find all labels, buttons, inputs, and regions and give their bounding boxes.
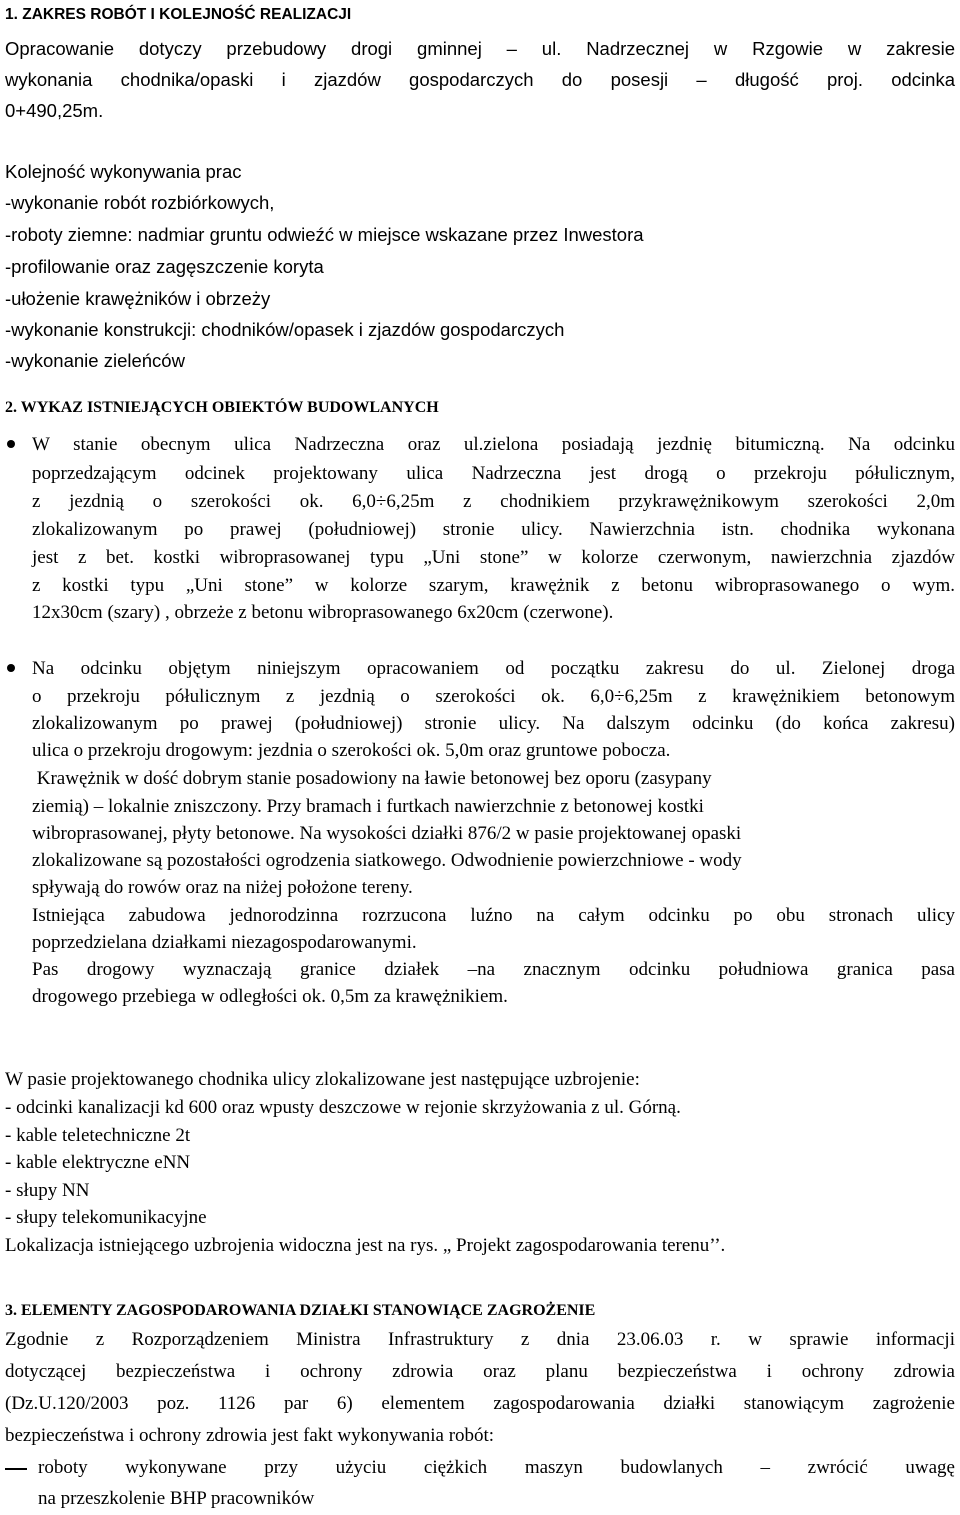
paragraph-line: Krawężnik w dość dobrym stanie posadowiony na ławie betonowej bez oporu (zasypany bbox=[32, 768, 712, 789]
utility-item: - kable teletechniczne 2t bbox=[5, 1125, 191, 1146]
paragraph-line: Pas drogowy wyznaczają granice działek –na znacznym odcinku południowa granica pasa bbox=[32, 959, 955, 980]
paragraph-line: poprzedzającym odcinek projektowany ulica Nadrzeczna jest drogą o przekroju półulicznym, bbox=[32, 463, 955, 484]
paragraph-line: zlokalizowanym po prawej (południowej) stronie ulicy. Na dalszym odcinku (do końca zakresu) bbox=[32, 713, 955, 734]
section-1-heading: 1. ZAKRES ROBÓT I KOLEJNOŚĆ REALIZACJI bbox=[5, 6, 352, 23]
paragraph-line: dotyczącej bezpieczeństwa i ochrony zdrowia oraz planu bezpieczeństwa i ochrony zdrowia bbox=[5, 1361, 955, 1382]
paragraph-line: z jezdnią o szerokości ok. 6,0÷6,25m z chodnikiem przykrawężnikowym szerokości 2,0m bbox=[32, 491, 955, 512]
paragraph-line: Zgodnie z Rozporządzeniem Ministra Infrastruktury z dnia 23.06.03 r. w sprawie informacji bbox=[5, 1329, 955, 1350]
paragraph-line: jest z bet. kostki wibroprasowanej typu „Uni stone” w kolorze czerwonym, nawierzchnia zjazdów bbox=[32, 547, 955, 568]
section-2-heading: 2. WYKAZ ISTNIEJĄCYCH OBIEKTÓW BUDOWLANYCH bbox=[5, 399, 439, 416]
intro-line: wykonania chodnika/opaski i zjazdów gospodarczych do posesji – długość proj. odcinka bbox=[5, 69, 955, 90]
paragraph-line: wibroprasowanej, płyty betonowe. Na wysokości działki 876/2 w pasie projektowanej opaski bbox=[32, 823, 742, 844]
paragraph-line: na przeszkolenie BHP pracowników bbox=[38, 1488, 315, 1509]
utility-item: - odcinki kanalizacji kd 600 oraz wpusty deszczowe w rejonie skrzyżowania z ul. Górną. bbox=[5, 1097, 681, 1118]
location-note: Lokalizacja istniejącego uzbrojenia widoczna jest na rys. „ Projekt zagospodarowania terenu’’. bbox=[5, 1235, 726, 1256]
paragraph-line: (Dz.U.120/2003 poz. 1126 par 6) elementem zagospodarowania działki stanowiącym zagrożenie bbox=[5, 1393, 955, 1414]
paragraph-line: spływają do rowów oraz na niżej położone tereny. bbox=[32, 877, 413, 898]
paragraph-line: z kostki typu „Uni stone” w kolorze szarym, krawężnik z betonu wibroprasowanego o wym. bbox=[32, 575, 955, 596]
paragraph-line: o przekroju półulicznym z jezdnią o szerokości ok. 6,0÷6,25m z krawężnikiem betonowym bbox=[32, 686, 955, 707]
work-order-title: Kolejność wykonywania prac bbox=[5, 161, 242, 182]
utility-item: - kable elektryczne eNN bbox=[5, 1152, 191, 1173]
utility-item: - słupy NN bbox=[5, 1180, 90, 1201]
paragraph-line: bezpieczeństwa i ochrony zdrowia jest fakt wykonywania robót: bbox=[5, 1425, 495, 1446]
bullet-icon bbox=[7, 664, 15, 672]
utility-item: - słupy telekomunikacyjne bbox=[5, 1207, 207, 1228]
work-order-item: -wykonanie zieleńców bbox=[5, 350, 185, 371]
paragraph-line: roboty wykonywane przy użyciu ciężkich maszyn budowlanych – zwrócić uwagę bbox=[38, 1457, 955, 1478]
work-order-item: -roboty ziemne: nadmiar gruntu odwieźć w miejsce wskazane przez Inwestora bbox=[5, 224, 644, 245]
paragraph-line: Istniejąca zabudowa jednorodzinna rozrzucona luźno na całym odcinku po obu stronach ulicy bbox=[32, 905, 955, 926]
section-3-heading: 3. ELEMENTY ZAGOSPODAROWANIA DZIAŁKI STANOWIĄCE ZAGROŻENIE bbox=[5, 1302, 596, 1319]
paragraph-line: drogowego przebiega w odległości ok. 0,5m za krawężnikiem. bbox=[32, 986, 508, 1007]
work-order-item: -profilowanie oraz zagęszczenie koryta bbox=[5, 256, 324, 277]
work-order-item: -wykonanie konstrukcji: chodników/opasek i zjazdów gospodarczych bbox=[5, 319, 565, 340]
paragraph-line: Na odcinku objętym niniejszym opracowaniem od początku zakresu do ul. Zielonej droga bbox=[32, 658, 955, 679]
paragraph-line: W stanie obecnym ulica Nadrzeczna oraz ul.zielona posiadają jezdnię bitumiczną. Na odcinku bbox=[32, 434, 955, 455]
paragraph-line: ulica o przekroju drogowym: jezdnia o szerokości ok. 5,0m oraz gruntowe pobocza. bbox=[32, 740, 671, 761]
work-order-item: -ułożenie krawężników i obrzeży bbox=[5, 288, 271, 309]
dash-bullet-icon bbox=[5, 1468, 27, 1470]
intro-line: Opracowanie dotyczy przebudowy drogi gminnej – ul. Nadrzecznej w Rzgowie w zakresie bbox=[5, 38, 955, 59]
paragraph-line: poprzedzielana działkami niezagospodarowanymi. bbox=[32, 932, 417, 953]
bullet-icon bbox=[7, 440, 15, 448]
paragraph-line: zlokalizowane są pozostałości ogrodzenia siatkowego. Odwodnienie powierzchniowe - wody bbox=[32, 850, 742, 871]
paragraph-line: ziemią) – lokalnie zniszczony. Przy bramach i furtkach nawierzchnie z betonowej kostki bbox=[32, 796, 704, 817]
utilities-title: W pasie projektowanego chodnika ulicy zlokalizowane jest następujące uzbrojenie: bbox=[5, 1069, 640, 1090]
paragraph-line: 12x30cm (szary) , obrzeże z betonu wibroprasowanego 6x20cm (czerwone). bbox=[32, 602, 614, 623]
work-order-item: -wykonanie robót rozbiórkowych, bbox=[5, 192, 275, 213]
intro-line: 0+490,25m. bbox=[5, 100, 104, 121]
paragraph-line: zlokalizowanym po prawej (południowej) stronie ulicy. Nawierzchnia istn. chodnika wykonana bbox=[32, 519, 955, 540]
